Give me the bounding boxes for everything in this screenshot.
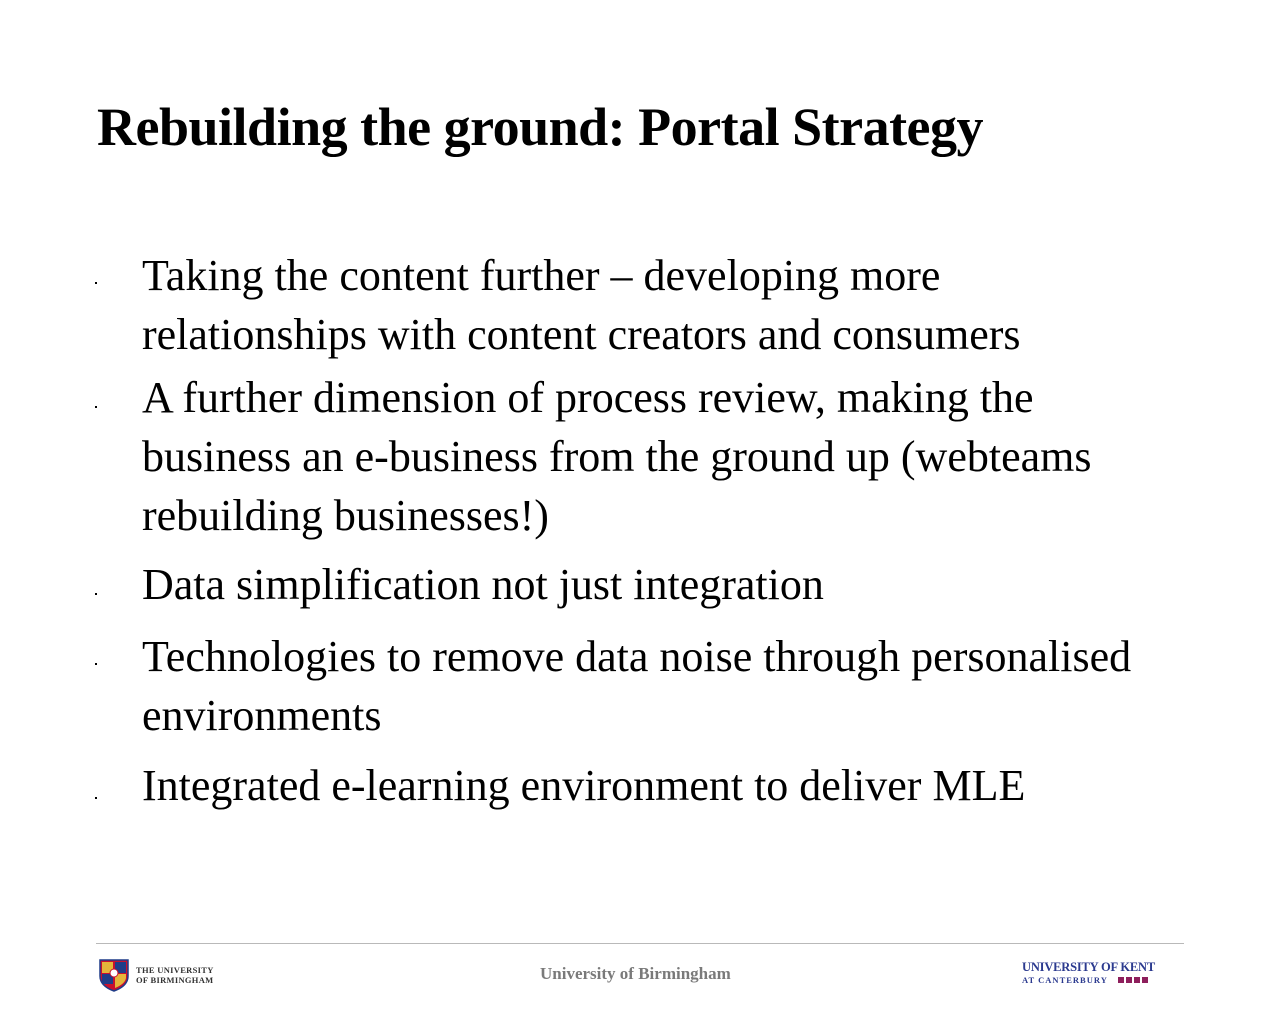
kent-square (1142, 977, 1148, 983)
kent-square (1118, 977, 1124, 983)
bullet-line: environments (142, 691, 382, 740)
bullet-line: business an e-business from the ground up (webteams (142, 432, 1092, 481)
bullet-line: Technologies to remove data noise through personalised (142, 632, 1132, 681)
birmingham-logo-line1: THE UNIVERSITY (136, 965, 214, 975)
bullet-text (142, 627, 1212, 745)
bullet-line: relationships with content creators and consumers (142, 310, 1021, 359)
bullet-marker (95, 593, 97, 595)
university-crest-icon (98, 958, 130, 992)
bullet-text (142, 756, 1212, 815)
kent-logo-sub: AT CANTERBURY (1022, 975, 1108, 985)
bullet-marker (95, 797, 97, 799)
kent-squares-icon (1118, 977, 1148, 983)
bullet-text (142, 368, 1212, 545)
kent-square (1126, 977, 1132, 983)
bullet-line: Integrated e-learning environment to deliver MLE (142, 761, 1026, 810)
slide-title: Rebuilding the ground: Portal Strategy (97, 97, 984, 157)
kent-logo-name: UNIVERSITY OF KENT (1022, 960, 1155, 974)
university-of-birmingham-logo (98, 957, 214, 993)
birmingham-logo-text (136, 965, 214, 985)
kent-square (1134, 977, 1140, 983)
footer-divider (96, 943, 1184, 944)
bullet-marker (95, 663, 97, 665)
bullet-line: rebuilding businesses!) (142, 491, 549, 540)
bullet-line: Data simplification not just integration (142, 560, 824, 609)
kent-logo-sub-row (1022, 975, 1155, 985)
university-of-kent-logo (1022, 961, 1155, 985)
bullet-text (142, 555, 1212, 614)
bullet-line: A further dimension of process review, making the (142, 373, 1034, 422)
bullet-marker (95, 282, 97, 284)
bullet-marker (95, 406, 97, 408)
footer-center-text: University of Birmingham (540, 964, 731, 983)
birmingham-logo-line2: OF BIRMINGHAM (136, 975, 214, 985)
bullet-text (142, 246, 1212, 364)
bullet-line: Taking the content further – developing more (142, 251, 941, 300)
